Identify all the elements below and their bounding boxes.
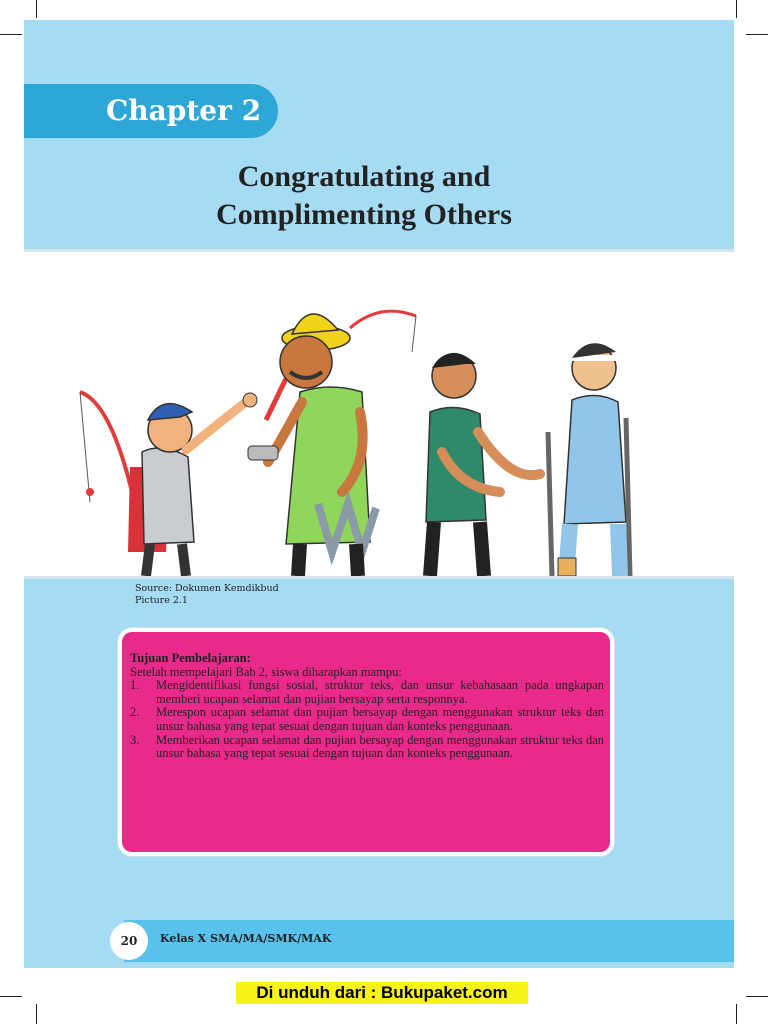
crop-mark <box>746 34 768 35</box>
objective-item <box>130 679 604 706</box>
crop-mark <box>36 1004 37 1024</box>
objective-item <box>130 706 604 733</box>
figure-source: Source: Dokumen Kemdikbud <box>135 583 279 594</box>
boy-figure <box>80 392 257 576</box>
crop-mark <box>736 1004 737 1024</box>
learning-objectives-content <box>130 652 604 761</box>
chapter-title-line-1: Congratulating and <box>237 160 491 193</box>
crop-mark <box>0 34 22 35</box>
chapter-illustration <box>70 252 640 576</box>
objective-text: Mengidentifikasi fungsi sosial, struktur teks, dan unsur kebahasaan pada ungkapan memberi ucapan selamat dan pujian bersayap serta responnya. <box>156 678 604 706</box>
injured-man-figure <box>548 343 630 576</box>
footer-book-title: Kelas X SMA/MA/SMK/MAK <box>160 932 332 945</box>
learning-objectives-box <box>118 628 614 856</box>
page-number: 20 <box>110 922 148 960</box>
book-page <box>24 20 734 968</box>
objective-item <box>130 734 604 761</box>
crop-mark <box>0 996 22 997</box>
objective-number: 1. <box>130 678 140 693</box>
chapter-tab: Chapter 2 <box>24 84 278 138</box>
figure-credit <box>135 583 279 607</box>
objective-text: Merespon ucapan selamat dan pujian bersayap dengan menggunakan struktur teks dan unsur bahasa yang tepat sesuai dengan tujuan dan konteks penggunaan. <box>156 705 604 733</box>
objective-number: 2. <box>130 705 140 720</box>
chapter-title <box>24 158 704 234</box>
young-man-figure <box>426 353 540 576</box>
fisherman-figure <box>248 311 416 576</box>
chapter-title-line-2: Complimenting Others <box>216 198 512 231</box>
objective-text: Memberikan ucapan selamat dan pujian bersayap dengan menggunakan struktur teks dan unsur bahasa yang tepat sesuai dengan tujuan dan konteks penggunaan. <box>156 732 604 761</box>
illustration-band <box>24 252 734 576</box>
crop-mark <box>746 996 768 997</box>
objective-number: 3. <box>130 732 140 747</box>
crop-mark <box>36 0 37 18</box>
download-watermark[interactable]: Di unduh dari : Bukupaket.com <box>236 982 528 1004</box>
objectives-heading: Tujuan Pembelajaran: <box>130 651 251 665</box>
objectives-list <box>130 679 604 761</box>
objectives-intro: Setelah mempelajari Bab 2, siswa diharapkan mampu: <box>130 664 402 679</box>
crop-mark <box>736 0 737 18</box>
figure-caption: Picture 2.1 <box>135 595 188 606</box>
